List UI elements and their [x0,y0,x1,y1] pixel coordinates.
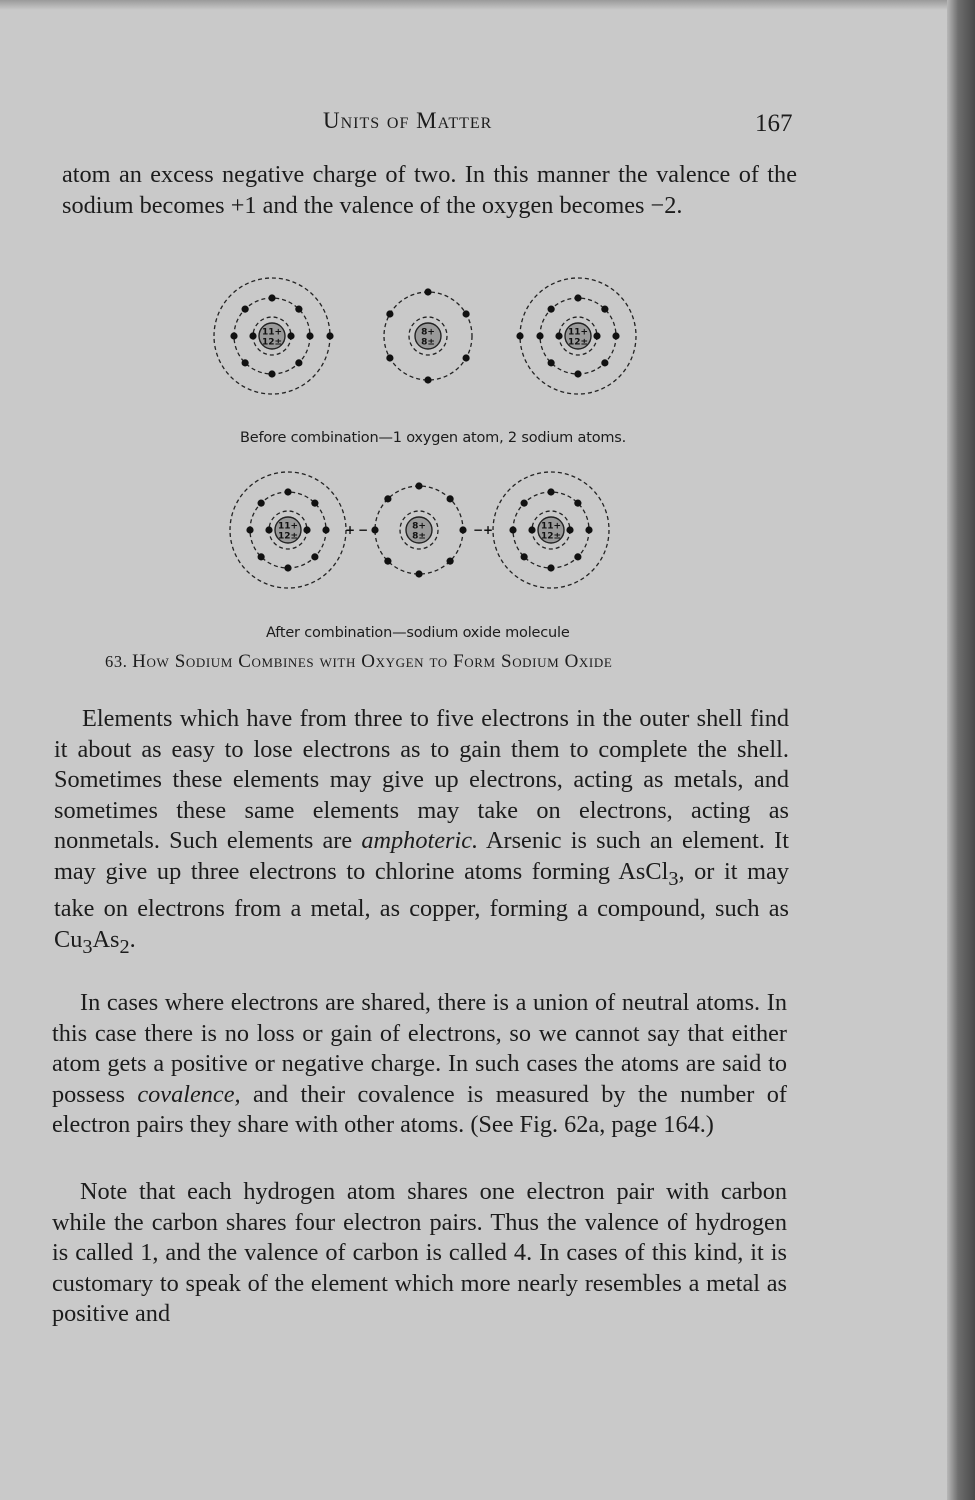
nucleus-neutrons: 8± [421,337,435,348]
figure-number: 63. [105,652,128,671]
electron [284,488,291,495]
electron [311,553,318,560]
electron [555,332,562,339]
electron [384,495,391,502]
nucleus-neutrons: 12± [261,337,283,348]
electron [547,564,554,571]
electron [548,306,555,313]
nucleus-protons: 11+ [540,521,562,532]
p1-text-b: Arsenic is such an element. It may give up three electrons to chlorine atoms forming AsCl [54,827,789,885]
nucleus-protons: 8+ [421,327,435,338]
electron [463,354,470,361]
nucleus-protons: 11+ [261,327,283,338]
charge-sign: + [482,523,494,537]
electron [601,359,608,366]
electron [521,553,528,560]
nucleus-neutrons: 12± [540,531,562,542]
electron [528,526,535,533]
electron [386,310,393,317]
electron [268,370,275,377]
electron [230,332,237,339]
page-edge-shadow [947,0,975,1500]
nucleus-protons: 11+ [567,327,589,338]
sodium-oxide-diagram [190,260,680,645]
electron [249,332,256,339]
electron [516,332,523,339]
paragraph-amphoteric [54,704,789,962]
nucleus-neutrons: 8± [412,531,426,542]
electron [459,526,466,533]
electron [258,500,265,507]
electron [601,306,608,313]
electron [536,332,543,339]
paragraph-hydrogen-carbon: Note that each hydrogen atom shares one electron pair with carbon while the carbon shares four electron pairs. Thus the valence of hydrogen is called 1, and the valence of carbon is called 4. In cases of this kind, it is customary to speak of the element which more nearly resembles a metal as positive and [52,1178,787,1328]
before-combination-caption: Before combination—1 oxygen atom, 2 sodium atoms. [240,430,627,446]
electron [287,332,294,339]
page-number: 167 [755,110,793,137]
p1-text-e: . [129,926,136,954]
nucleus-protons: 8+ [412,521,426,532]
electron [424,288,431,295]
electron [574,294,581,301]
electron [265,526,272,533]
after-combination-caption: After combination—sodium oxide molecule [266,625,570,641]
electron [326,332,333,339]
electron [585,526,592,533]
electron [303,526,310,533]
electron [386,354,393,361]
electron [242,359,249,366]
running-title: Units of Matter [323,108,493,133]
electron [612,332,619,339]
electron [447,558,454,565]
electron [242,306,249,313]
electron [593,332,600,339]
p1-text-a: Elements which have from three to five electrons in the outer shell find it about as easy to lose electrons as to gain them to complete the shell. Sometimes these elements may give up electrons, acting as metals, and sometimes these same elements may take on electrons, acting as nonmetals. Such elements are [54,705,789,855]
electron [284,564,291,571]
p1-italic-term: amphoteric. [361,827,479,855]
electron [384,558,391,565]
electron [509,526,516,533]
p2-text-b: and their covalence is measured by the number of electron pairs they share with other atoms. (See Fig. 62a, page 164.) [52,1080,787,1139]
electron [463,310,470,317]
nucleus-neutrons: 12± [567,337,589,348]
electron [258,553,265,560]
electron [521,500,528,507]
electron [295,359,302,366]
electron [415,482,422,489]
figure-title: How Sodium Combines with Oxygen to Form Sodium Oxide [132,651,613,672]
electron [322,526,329,533]
p1-text-c: , or it may take on electrons from a metal, as copper, forming a compound, such as Cu [54,857,789,954]
page-top-shadow [0,0,975,10]
electron [548,359,555,366]
electron [371,526,378,533]
electron [574,553,581,560]
electron [547,488,554,495]
p1-subscript: 3 [668,867,679,890]
top-paragraph: atom an excess negative charge of two. In this manner the valence of the sodium becomes +1 and the valence of the oxygen becomes −2. [62,161,797,219]
nucleus-protons: 11+ [277,521,299,532]
electron [246,526,253,533]
charge-sign: − [357,523,369,537]
electron [447,495,454,502]
electron [574,370,581,377]
paragraph-covalence [52,988,787,1141]
charge-sign: − [472,523,484,537]
p2-text-a: In cases where electrons are shared, there is a union of neutral atoms. In this case there is no loss or gain of electrons, so we cannot say that either atom gets a positive or negative charge. In such cases the atoms are said to possess [52,989,787,1108]
electron [268,294,275,301]
electron [295,306,302,313]
electron [566,526,573,533]
electron [311,500,318,507]
electron [415,570,422,577]
nucleus-neutrons: 12± [277,531,299,542]
p2-italic-term: covalence, [137,1080,241,1108]
figure-caption [105,651,765,673]
p1-subscript: 3 [82,935,93,958]
electron [306,332,313,339]
electron [424,376,431,383]
charge-sign: + [344,523,356,537]
electron [574,500,581,507]
p1-text-d: As [92,926,120,954]
p1-subscript: 2 [119,935,130,958]
